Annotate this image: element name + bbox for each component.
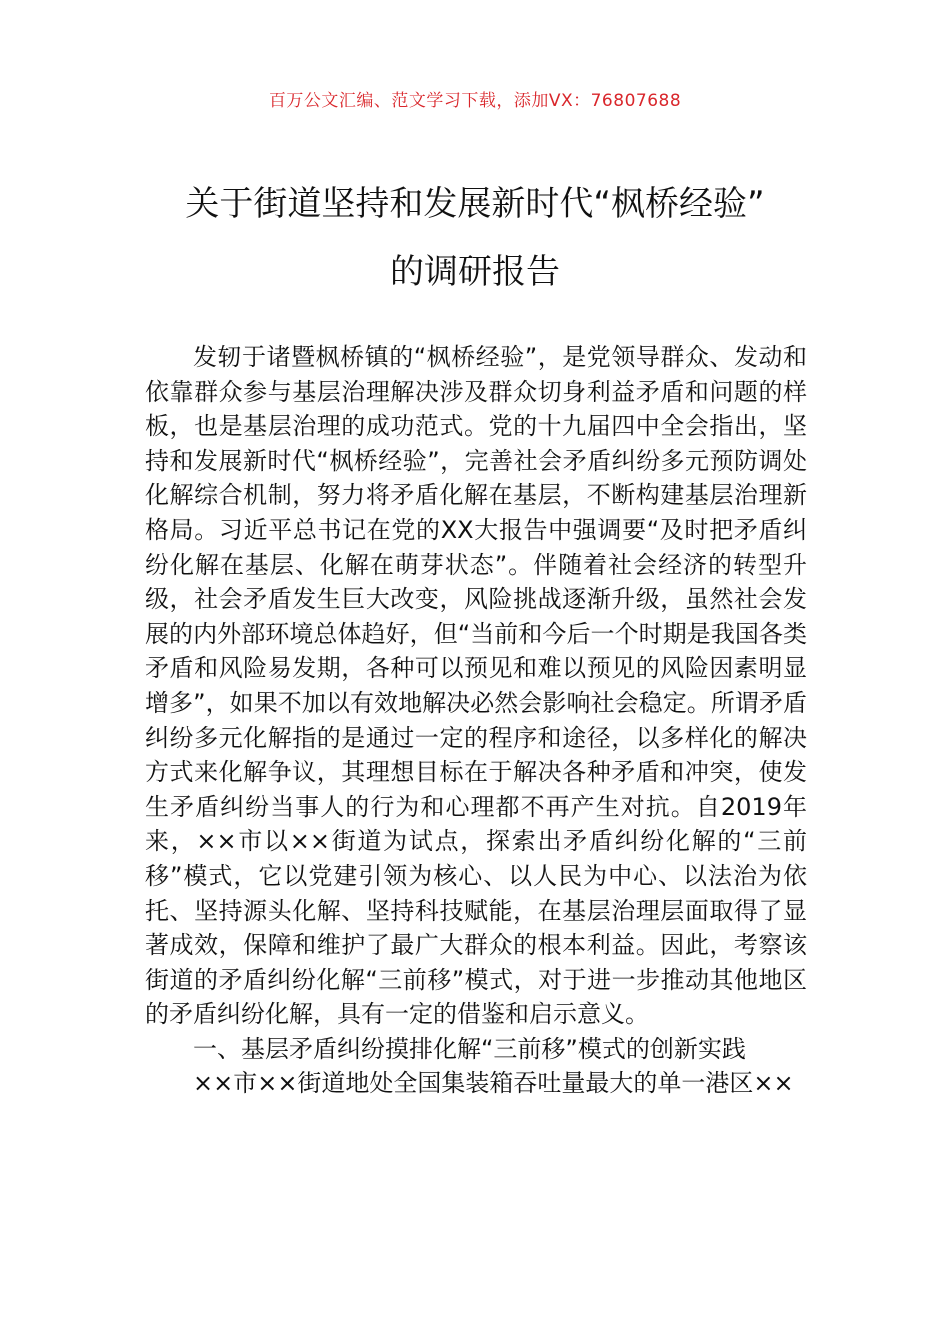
document-title-line-1: 关于街道坚持和发展新时代“枫桥经验” xyxy=(185,184,765,224)
document-title-line-2: 的调研报告 xyxy=(390,252,560,292)
watermark-header-note: 百万公文汇编、范文学习下载，添加VX：76807688 xyxy=(268,91,682,111)
document-body xyxy=(145,340,807,1101)
section-heading-1: 一、基层矛盾纠纷摸排化解“三前移”模式的创新实践 xyxy=(193,1034,746,1063)
section-paragraph-start: ××市××街道地处全国集装箱吞吐量最大的单一港区×× xyxy=(193,1069,794,1098)
intro-paragraph: 发轫于诸暨枫桥镇的“枫桥经验”，是党领导群众、发动和依靠群众参与基层治理解决涉及群众切身利益矛盾和问题的样板，也是基层治理的成功范式。党的十九届四中全会指出，坚持和发展新时代“枫桥经验”，完善社会矛盾纠纷多元预防调处化解综合机制，努力将矛盾化解在基层，不断构建基层治理新格局。习近平总书记在党的XX大报告中强调要“及时把矛盾纠纷化解在基层、化解在萌芽状态”。伴随着社会经济的转型升级，社会矛盾发生巨大改变，风险挑战逐渐升级，虽然社会发展的内外部环境总体趋好，但“当前和今后一个时期是我国各类矛盾和风险易发期，各种可以预见和难以预见的风险因素明显增多”，如果不加以有效地解决必然会影响社会稳定。所谓矛盾纠纷多元化解指的是通过一定的程序和途径，以多样化的解决方式来化解争议，其理想目标在于解决各种矛盾和冲突，使发生矛盾纠纷当事人的行为和心理都不再产生对抗。自2019年来，××市以××街道为试点，探索出矛盾纠纷化解的“三前移”模式，它以党建引领为核心、以人民为中心、以法治为依托、坚持源头化解、坚持科技赋能，在基层治理层面取得了显著成效，保障和维护了最广大群众的根本利益。因此，考察该街道的矛盾纠纷化解“三前移”模式，对于进一步推动其他地区的矛盾纠纷化解，具有一定的借鉴和启示意义。 xyxy=(145,343,807,1029)
